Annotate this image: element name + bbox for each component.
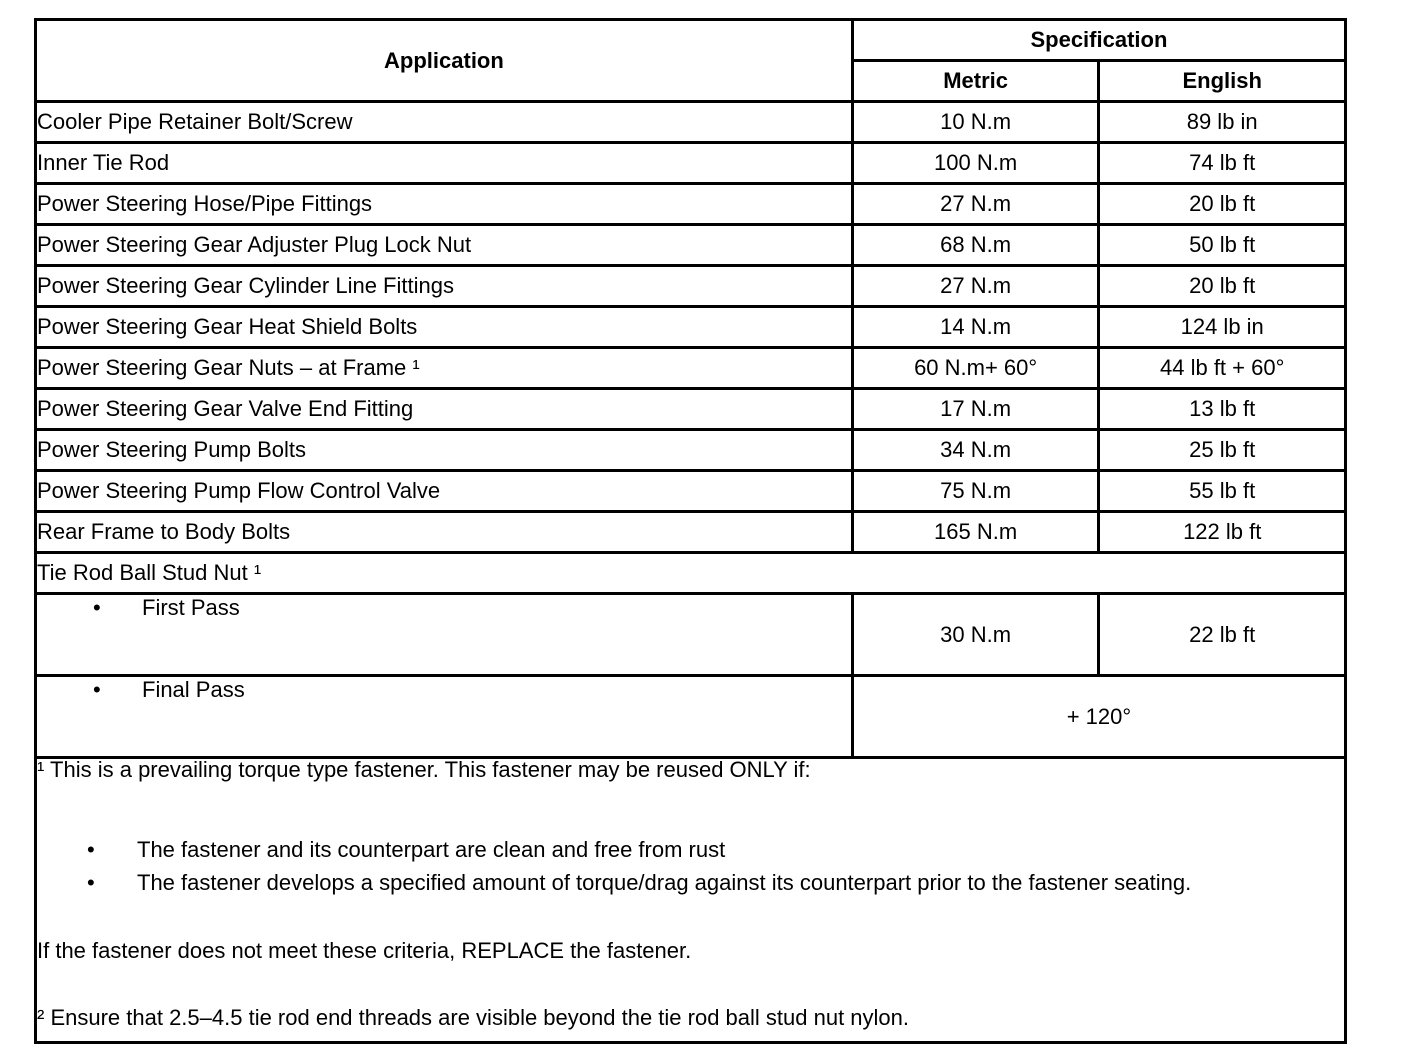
notes-cell	[36, 758, 1346, 1043]
table-row	[36, 225, 1346, 266]
first-pass-label: First Pass	[142, 595, 240, 620]
final-pass-row	[36, 676, 1346, 758]
metric-cell: 14 N.m	[852, 307, 1099, 348]
english-cell: 44 lb ft + 60°	[1099, 348, 1346, 389]
metric-cell: 27 N.m	[852, 184, 1099, 225]
table-row	[36, 184, 1346, 225]
first-pass-cell	[36, 594, 853, 676]
bullet-icon: •	[87, 870, 95, 895]
english-cell: 25 lb ft	[1099, 430, 1346, 471]
table-row	[36, 102, 1346, 143]
torque-spec-table	[34, 18, 1347, 1044]
notes-row	[36, 758, 1346, 1043]
application-cell: Power Steering Gear Cylinder Line Fittings	[36, 266, 853, 307]
note-one: ¹ This is a prevailing torque type fastener. This fastener may be reused ONLY if:	[37, 757, 811, 782]
specification-header: Specification	[852, 20, 1345, 61]
table-row	[36, 143, 1346, 184]
note-bullet-list	[37, 839, 1344, 894]
english-cell: 124 lb in	[1099, 307, 1346, 348]
tie-rod-row	[36, 553, 1346, 594]
application-cell: Power Steering Gear Adjuster Plug Lock Nut	[36, 225, 853, 266]
application-cell: Power Steering Hose/Pipe Fittings	[36, 184, 853, 225]
first-pass-metric: 30 N.m	[852, 594, 1099, 676]
application-cell: Power Steering Gear Valve End Fitting	[36, 389, 853, 430]
table-row	[36, 471, 1346, 512]
english-cell: 122 lb ft	[1099, 512, 1346, 553]
english-cell: 50 lb ft	[1099, 225, 1346, 266]
application-cell: Cooler Pipe Retainer Bolt/Screw	[36, 102, 853, 143]
application-cell: Power Steering Pump Bolts	[36, 430, 853, 471]
bullet-icon: •	[87, 837, 95, 862]
table-row	[36, 389, 1346, 430]
application-cell: Power Steering Gear Heat Shield Bolts	[36, 307, 853, 348]
english-cell: 55 lb ft	[1099, 471, 1346, 512]
english-cell: 13 lb ft	[1099, 389, 1346, 430]
metric-cell: 68 N.m	[852, 225, 1099, 266]
table-row	[36, 307, 1346, 348]
metric-cell: 165 N.m	[852, 512, 1099, 553]
table-row	[36, 266, 1346, 307]
note-two: ² Ensure that 2.5–4.5 tie rod end threads are visible beyond the tie rod ball stud nut nylon.	[37, 1005, 909, 1030]
metric-cell: 75 N.m	[852, 471, 1099, 512]
note-bullet-text: The fastener and its counterpart are clean and free from rust	[137, 837, 726, 862]
bullet-icon: •	[93, 677, 101, 702]
metric-cell: 60 N.m+ 60°	[852, 348, 1099, 389]
application-cell: Inner Tie Rod	[36, 143, 853, 184]
final-pass-cell	[36, 676, 853, 758]
table-row	[36, 512, 1346, 553]
note-bullet-text: The fastener develops a specified amount of torque/drag against its counterpart prior to the fastener seating.	[137, 870, 1192, 895]
metric-cell: 100 N.m	[852, 143, 1099, 184]
note-criteria: If the fastener does not meet these criteria, REPLACE the fastener.	[37, 938, 692, 963]
first-pass-english: 22 lb ft	[1099, 594, 1346, 676]
application-cell: Rear Frame to Body Bolts	[36, 512, 853, 553]
list-item	[37, 839, 1344, 861]
english-cell: 89 lb in	[1099, 102, 1346, 143]
final-pass-value: + 120°	[852, 676, 1345, 758]
english-cell: 20 lb ft	[1099, 266, 1346, 307]
metric-cell: 10 N.m	[852, 102, 1099, 143]
application-cell: Power Steering Pump Flow Control Valve	[36, 471, 853, 512]
bullet-icon: •	[93, 595, 101, 620]
table-row	[36, 430, 1346, 471]
metric-header: Metric	[852, 61, 1099, 102]
metric-cell: 34 N.m	[852, 430, 1099, 471]
tie-rod-label: Tie Rod Ball Stud Nut ¹	[36, 553, 1346, 594]
english-cell: 74 lb ft	[1099, 143, 1346, 184]
metric-cell: 17 N.m	[852, 389, 1099, 430]
application-header: Application	[36, 20, 853, 102]
list-item	[37, 872, 1344, 894]
english-header: English	[1099, 61, 1346, 102]
final-pass-label: Final Pass	[142, 677, 245, 702]
application-cell: Power Steering Gear Nuts – at Frame ¹	[36, 348, 853, 389]
table-row	[36, 348, 1346, 389]
metric-cell: 27 N.m	[852, 266, 1099, 307]
english-cell: 20 lb ft	[1099, 184, 1346, 225]
first-pass-row	[36, 594, 1346, 676]
